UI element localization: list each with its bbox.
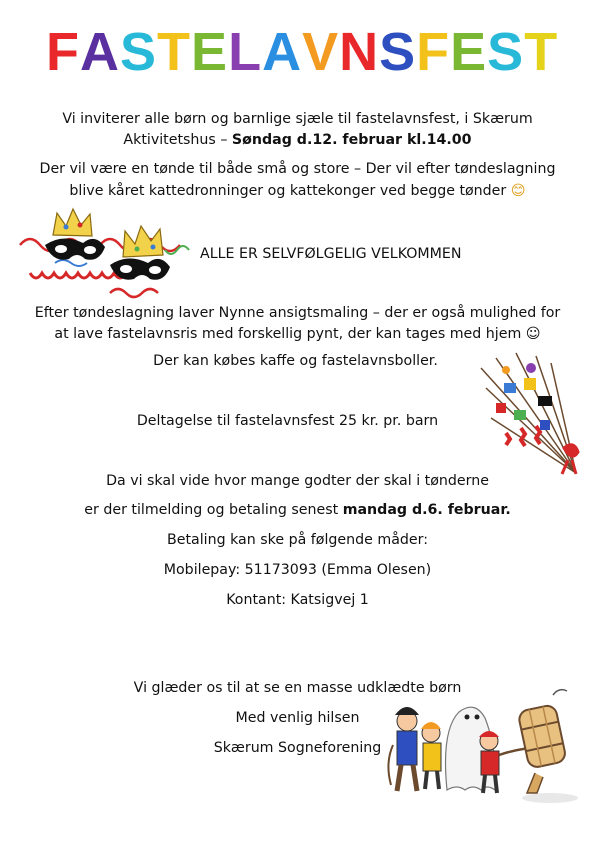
page-title [46, 22, 559, 82]
invite-location: Aktivitetshus – [123, 132, 232, 148]
registration-deadline: mandag d.6. februar. [342, 502, 511, 518]
closing-line-1: Vi glæder os til at se en masse udklædte børn [133, 680, 462, 696]
payment-intro: Betaling kan ske på følgende måder: [166, 532, 429, 548]
title-letter: S [487, 22, 525, 82]
fastelavnsris-illustration [476, 348, 591, 488]
price-text: Deltagelse til fastelavnsfest 25 kr. pr. barn [136, 413, 439, 429]
title-letter: V [302, 22, 340, 82]
event-date: Søndag d.12. februar kl.14.00 [231, 132, 472, 148]
title-letter: E [191, 22, 229, 82]
coffee-text: Der kan købes kaffe og fastelavnsboller. [153, 353, 438, 369]
title-letter: A [80, 22, 120, 82]
registration-line-1: Da vi skal vide hvor mange godter der skal i tønderne [106, 473, 489, 489]
registration-prefix: er der tilmelding og betaling senest [84, 502, 343, 518]
activities-line-2: at lave fastelavnsris med forskellig pynt, der kan tages med hjem ☺ [54, 326, 541, 342]
title-letter: S [120, 22, 158, 82]
closing-signature: Skærum Sogneforening [213, 740, 382, 756]
title-letter: N [339, 22, 380, 82]
carnival-masks-illustration [15, 205, 190, 310]
invite-line-2 [0, 130, 595, 150]
closing-line-2: Med venlig hilsen [235, 710, 360, 726]
barrel-line-1: Der vil være en tønde til både små og store – Der vil efter tøndeslagning [39, 161, 556, 177]
costumed-children-illustration [385, 685, 580, 807]
payment-mobilepay: Mobilepay: 51173093 (Emma Olesen) [163, 562, 432, 578]
welcome-text: ALLE ER SELVFØLGELIG VELKOMMEN [200, 246, 462, 262]
activities-line-1: Efter tøndeslagning laver Nynne ansigtsmaling – der er også mulighed for [34, 305, 561, 321]
title-letter: L [228, 22, 263, 82]
payment-cash: Kontant: Katsigvej 1 [226, 592, 369, 608]
title-letter: E [450, 22, 488, 82]
registration-line-2 [0, 500, 595, 520]
smiley-emoji: 😊 [510, 183, 526, 199]
title-letter: S [379, 22, 417, 82]
barrel-line-2 [0, 181, 595, 201]
barrel-text: blive kåret kattedronninger og kattekonger ved begge tønder [69, 183, 507, 199]
title-letter: F [46, 22, 80, 82]
title-letter: F [416, 22, 451, 82]
title-letter: T [524, 22, 559, 82]
title-letter: A [262, 22, 303, 82]
invite-line-1: Vi inviterer alle børn og barnlige sjæle til fastelavnsfest, i Skærum [62, 111, 533, 127]
title-letter: T [157, 22, 192, 82]
